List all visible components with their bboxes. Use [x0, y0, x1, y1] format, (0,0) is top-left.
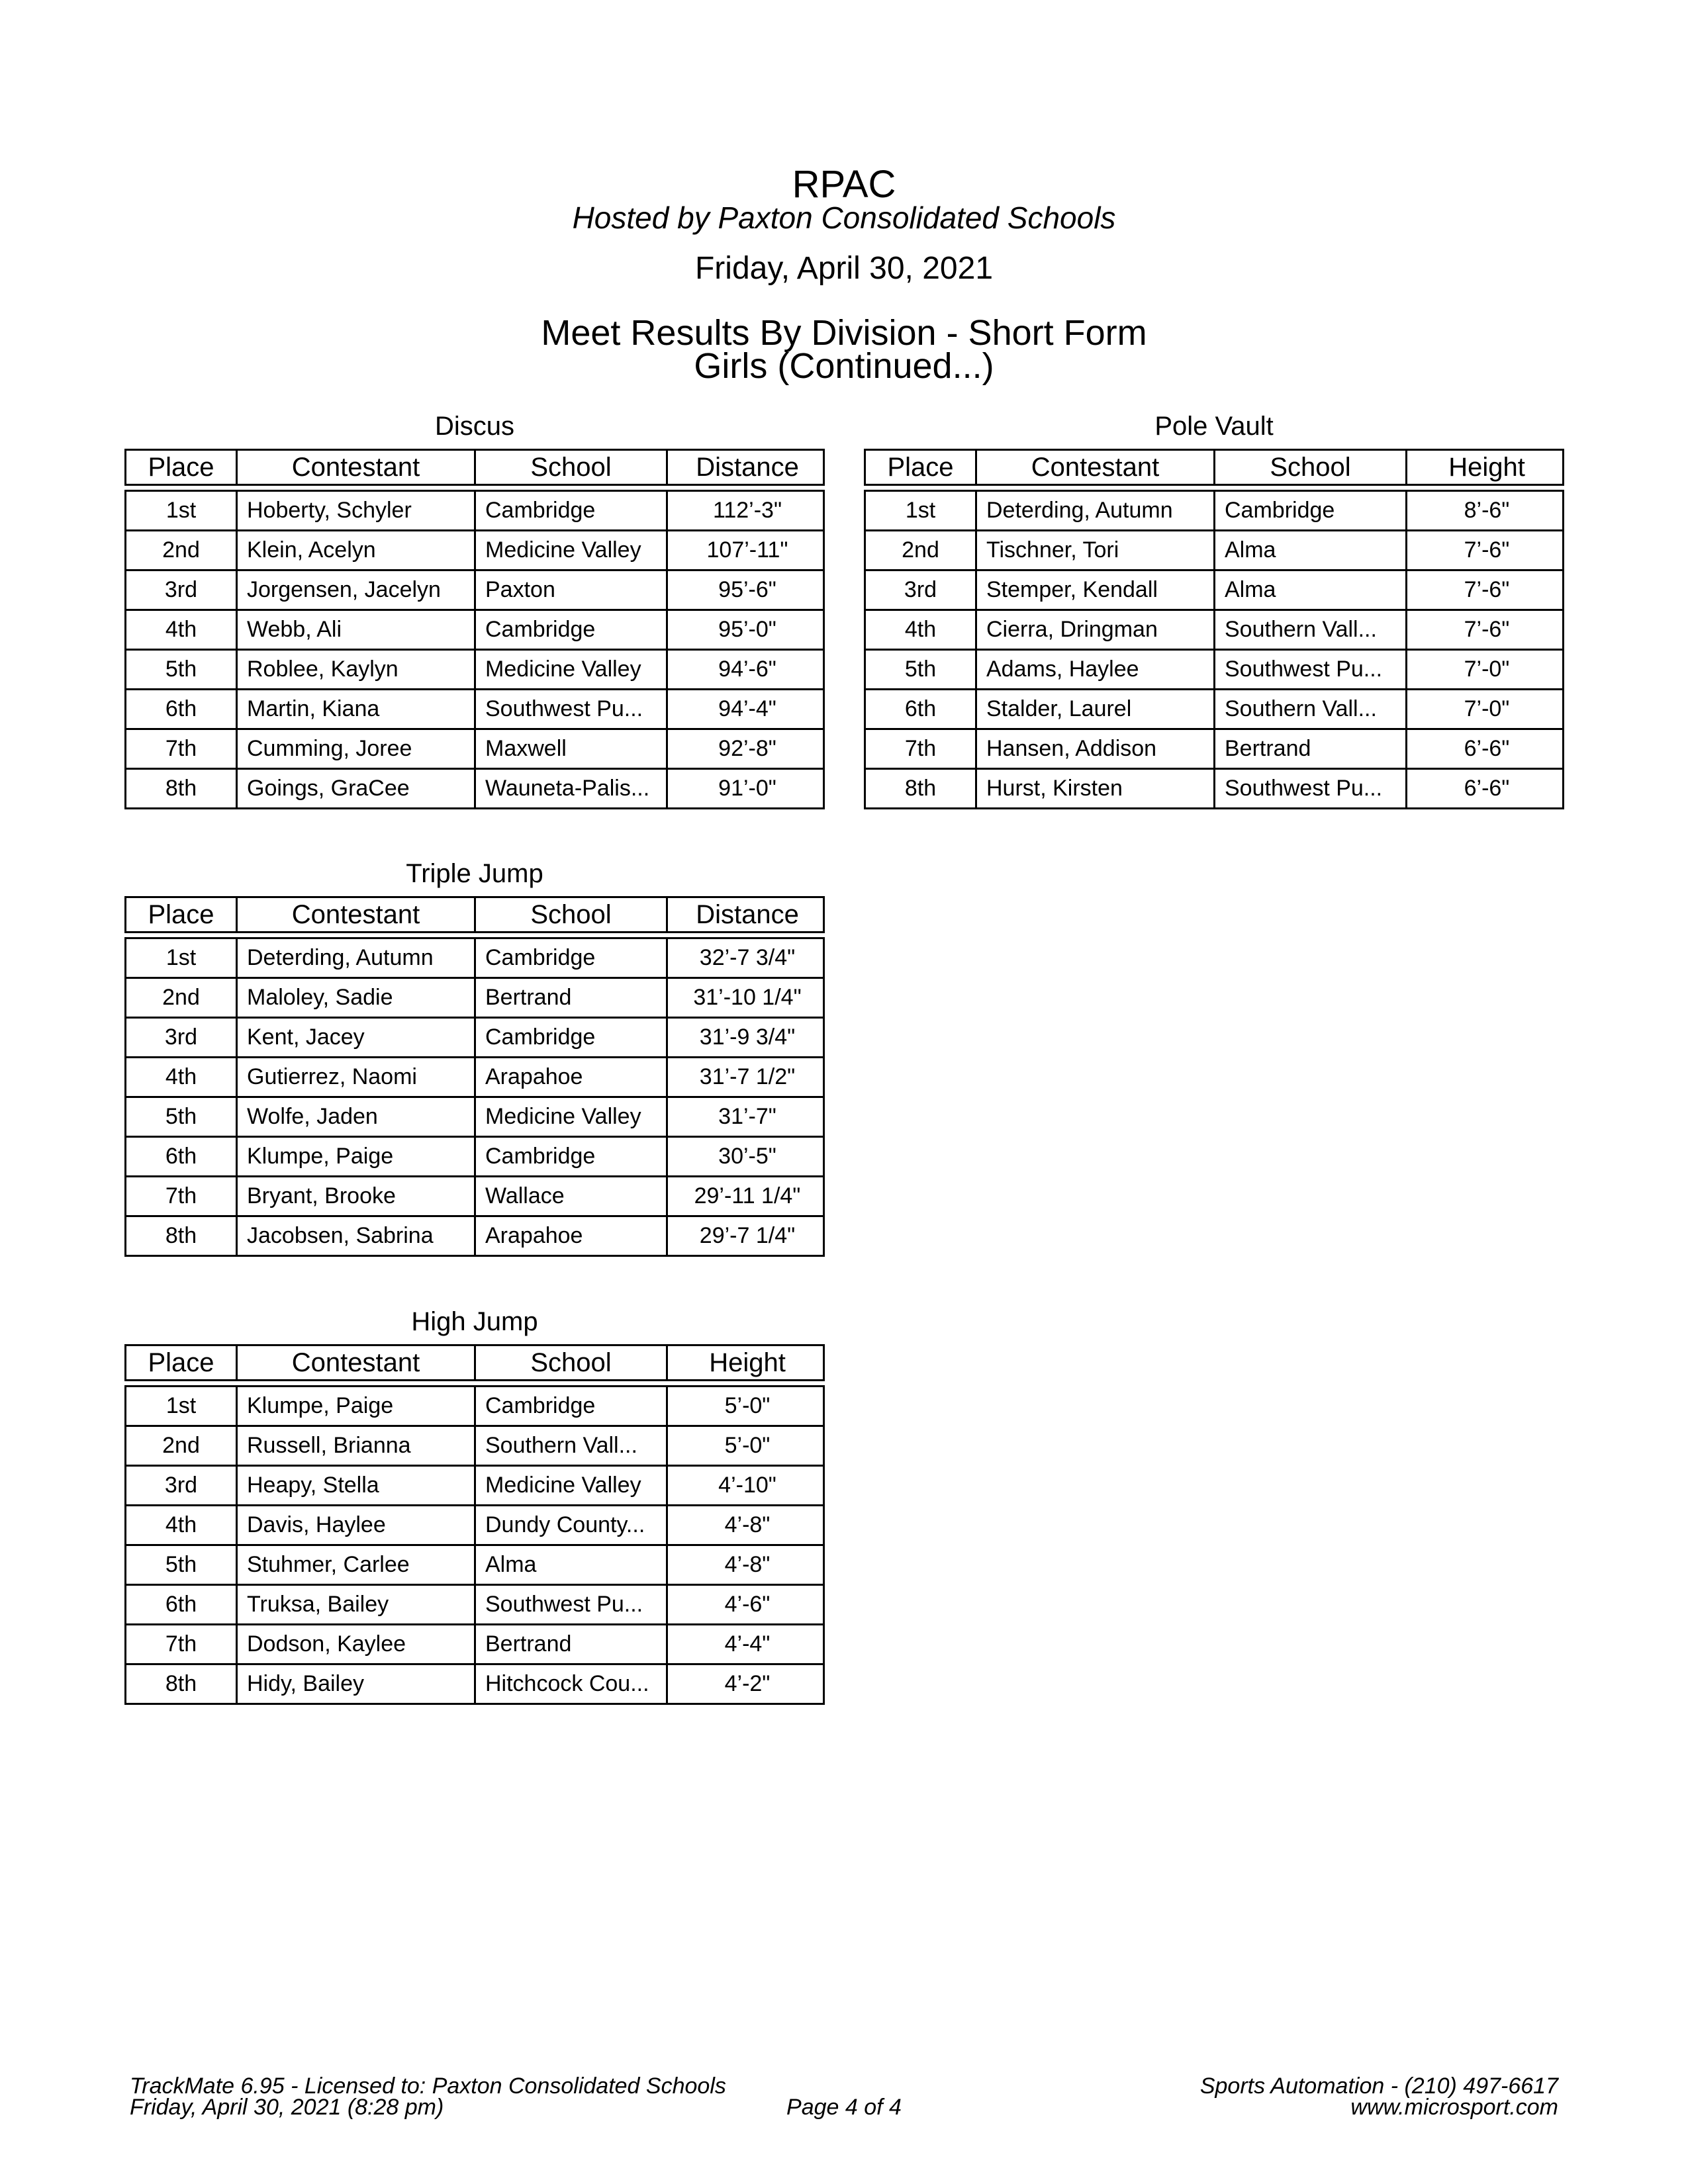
meet-date: Friday, April 30, 2021 — [694, 251, 994, 286]
mark-cell: 29’-7 1/4" — [699, 1223, 796, 1248]
column-header: Contestant — [238, 451, 476, 484]
place-cell: 6th — [866, 690, 977, 728]
place-cell: 5th — [126, 1098, 238, 1136]
mark-cell: 6’-6" — [1464, 776, 1510, 801]
school-cell: Cambridge — [476, 1138, 668, 1175]
contestant-cell: Truksa, Bailey — [238, 1586, 476, 1623]
footer-website: www.microsport.com — [1350, 2095, 1558, 2120]
event-pole-vault — [864, 412, 1564, 809]
mark-cell: 4’-10" — [718, 1473, 776, 1498]
school-cell: Southern Vall... — [1215, 690, 1407, 728]
place-cell: 1st — [126, 939, 238, 977]
table-row — [866, 569, 1562, 609]
mark-cell: 4’-8" — [724, 1552, 771, 1577]
column-header: School — [476, 451, 668, 484]
contestant-cell: Deterding, Autumn — [238, 939, 476, 977]
contestant-cell: Kent, Jacey — [238, 1019, 476, 1056]
contestant-cell: Martin, Kiana — [238, 690, 476, 728]
contestant-cell: Klumpe, Paige — [238, 1387, 476, 1425]
contestant-cell: Stuhmer, Carlee — [238, 1546, 476, 1584]
mark-cell: 32’-7 3/4" — [699, 945, 796, 970]
table-header — [124, 449, 825, 486]
column-header: School — [1215, 451, 1407, 484]
school-cell: Maxwell — [476, 730, 668, 768]
place-cell: 3rd — [126, 1019, 238, 1056]
contestant-cell: Dodson, Kaylee — [238, 1625, 476, 1663]
contestant-cell: Davis, Haylee — [238, 1506, 476, 1544]
place-cell: 4th — [866, 611, 977, 649]
table-body — [864, 490, 1564, 809]
mark-cell: 6’-6" — [1464, 736, 1510, 761]
table-row — [126, 529, 823, 569]
place-cell: 7th — [866, 730, 977, 768]
table-body — [124, 1385, 825, 1705]
column-header: Distance — [696, 453, 799, 482]
table-row — [126, 1623, 823, 1663]
table-body — [124, 937, 825, 1257]
footer-right — [1200, 2075, 1558, 2118]
place-cell: 3rd — [126, 571, 238, 609]
mark-cell: 5’-0" — [724, 1433, 771, 1458]
place-cell: 4th — [126, 1506, 238, 1544]
contestant-cell: Goings, GraCee — [238, 770, 476, 807]
column-header: School — [476, 1346, 668, 1379]
table-row — [866, 490, 1562, 529]
contestant-cell: Jacobsen, Sabrina — [238, 1217, 476, 1255]
footer-printed-date: Friday, April 30, 2021 (8:28 pm) — [130, 2095, 444, 2120]
place-cell: 4th — [126, 1058, 238, 1096]
place-cell: 8th — [126, 770, 238, 807]
event-triple-jump — [124, 859, 825, 1257]
mark-cell: 94’-6" — [718, 657, 776, 682]
contestant-cell: Heapy, Stella — [238, 1467, 476, 1504]
place-cell: 5th — [126, 1546, 238, 1584]
contestant-cell: Maloley, Sadie — [238, 979, 476, 1017]
mark-cell: 91’-0" — [718, 776, 776, 801]
school-cell: Cambridge — [476, 611, 668, 649]
school-cell: Cambridge — [476, 939, 668, 977]
place-cell: 8th — [126, 1665, 238, 1703]
column-header: Contestant — [238, 1346, 476, 1379]
table-row — [126, 1465, 823, 1504]
place-cell: 8th — [126, 1217, 238, 1255]
school-cell: Cambridge — [476, 492, 668, 529]
school-cell: Medicine Valley — [476, 1098, 668, 1136]
mark-cell: 7’-0" — [1464, 657, 1510, 682]
school-cell: Southwest Pu... — [476, 690, 668, 728]
school-cell: Southwest Pu... — [476, 1586, 668, 1623]
division-title: Girls (Continued...) — [694, 346, 994, 386]
school-cell: Arapahoe — [476, 1217, 668, 1255]
mark-cell: 5’-0" — [724, 1393, 771, 1418]
mark-cell: 31’-10 1/4" — [693, 985, 802, 1010]
table-row — [126, 1017, 823, 1056]
meet-title: RPAC — [792, 163, 896, 206]
table-row — [126, 490, 823, 529]
contestant-cell: Stalder, Laurel — [977, 690, 1215, 728]
place-cell: 6th — [126, 1138, 238, 1175]
table-row — [126, 688, 823, 728]
column-header: Place — [866, 451, 977, 484]
table-row — [126, 1425, 823, 1465]
table-row — [126, 1175, 823, 1215]
footer-software: TrackMate 6.95 - Licensed to: Paxton Consolidated Schools — [130, 2073, 726, 2099]
table-row — [126, 937, 823, 977]
place-cell: 1st — [126, 492, 238, 529]
table-row — [866, 649, 1562, 688]
place-cell: 2nd — [126, 979, 238, 1017]
table-row — [126, 649, 823, 688]
place-cell: 6th — [126, 690, 238, 728]
mark-cell: 30’-5" — [718, 1144, 776, 1169]
place-cell: 6th — [126, 1586, 238, 1623]
table-row — [866, 529, 1562, 569]
school-cell: Bertrand — [476, 1625, 668, 1663]
school-cell: Alma — [1215, 571, 1407, 609]
contestant-cell: Hoberty, Schyler — [238, 492, 476, 529]
school-cell: Medicine Valley — [476, 651, 668, 688]
school-cell: Hitchcock Cou... — [476, 1665, 668, 1703]
mark-cell: 4’-8" — [724, 1512, 771, 1537]
contestant-cell: Tischner, Tori — [977, 531, 1215, 569]
contestant-cell: Cumming, Joree — [238, 730, 476, 768]
column-header: Place — [126, 898, 238, 931]
place-cell: 5th — [866, 651, 977, 688]
school-cell: Southwest Pu... — [1215, 770, 1407, 807]
mark-cell: 94’-4" — [718, 696, 776, 721]
table-row — [126, 569, 823, 609]
mark-cell: 31’-9 3/4" — [699, 1024, 796, 1050]
place-cell: 8th — [866, 770, 977, 807]
school-cell: Cambridge — [476, 1019, 668, 1056]
school-cell: Bertrand — [1215, 730, 1407, 768]
contestant-cell: Roblee, Kaylyn — [238, 651, 476, 688]
mark-cell: 7’-6" — [1464, 617, 1510, 642]
school-cell: Southern Vall... — [476, 1427, 668, 1465]
contestant-cell: Adams, Haylee — [977, 651, 1215, 688]
column-header: Height — [709, 1348, 786, 1377]
table-row — [866, 609, 1562, 649]
contestant-cell: Russell, Brianna — [238, 1427, 476, 1465]
event-title: Triple Jump — [406, 859, 543, 888]
event-discus — [124, 412, 825, 809]
contestant-cell: Bryant, Brooke — [238, 1177, 476, 1215]
place-cell: 7th — [126, 730, 238, 768]
mark-cell: 107’-11" — [706, 537, 788, 563]
school-cell: Southwest Pu... — [1215, 651, 1407, 688]
column-header: Distance — [696, 900, 799, 929]
mark-cell: 4’-6" — [724, 1592, 771, 1617]
table-row — [126, 1056, 823, 1096]
table-header — [864, 449, 1564, 486]
event-high-jump — [124, 1307, 825, 1705]
table-row — [126, 1096, 823, 1136]
contestant-cell: Hansen, Addison — [977, 730, 1215, 768]
table-header — [124, 896, 825, 933]
school-cell: Alma — [1215, 531, 1407, 569]
place-cell: 3rd — [866, 571, 977, 609]
column-header: Contestant — [238, 898, 476, 931]
table-row — [126, 1215, 823, 1255]
place-cell: 2nd — [126, 1427, 238, 1465]
contestant-cell: Jorgensen, Jacelyn — [238, 571, 476, 609]
place-cell: 7th — [126, 1625, 238, 1663]
column-header: School — [476, 898, 668, 931]
place-cell: 1st — [126, 1387, 238, 1425]
mark-cell: 92’-8" — [718, 736, 776, 761]
table-row — [126, 1663, 823, 1703]
contestant-cell: Stemper, Kendall — [977, 571, 1215, 609]
contestant-cell: Wolfe, Jaden — [238, 1098, 476, 1136]
place-cell: 7th — [126, 1177, 238, 1215]
contestant-cell: Deterding, Autumn — [977, 492, 1215, 529]
event-title: High Jump — [411, 1307, 538, 1336]
contestant-cell: Gutierrez, Naomi — [238, 1058, 476, 1096]
table-row — [866, 728, 1562, 768]
school-cell: Medicine Valley — [476, 531, 668, 569]
table-row — [126, 728, 823, 768]
place-cell: 5th — [126, 651, 238, 688]
event-title: Pole Vault — [1154, 412, 1274, 441]
table-row — [126, 1385, 823, 1425]
school-cell: Medicine Valley — [476, 1467, 668, 1504]
table-row — [126, 768, 823, 807]
school-cell: Paxton — [476, 571, 668, 609]
school-cell: Bertrand — [476, 979, 668, 1017]
table-row — [126, 609, 823, 649]
place-cell: 4th — [126, 611, 238, 649]
table-row — [866, 768, 1562, 807]
mark-cell: 7’-0" — [1464, 696, 1510, 721]
column-header: Place — [126, 451, 238, 484]
contestant-cell: Klumpe, Paige — [238, 1138, 476, 1175]
report-title: Meet Results By Division - Short Form — [541, 313, 1147, 353]
school-cell: Dundy County... — [476, 1506, 668, 1544]
mark-cell: 7’-6" — [1464, 577, 1510, 602]
mark-cell: 4’-2" — [724, 1671, 771, 1696]
table-row — [126, 977, 823, 1017]
school-cell: Wallace — [476, 1177, 668, 1215]
school-cell: Cambridge — [476, 1387, 668, 1425]
table-body — [124, 490, 825, 809]
school-cell: Alma — [476, 1546, 668, 1584]
contestant-cell: Hidy, Bailey — [238, 1665, 476, 1703]
footer-vendor: Sports Automation - (210) 497-6617 — [1199, 2073, 1558, 2099]
column-header: Place — [126, 1346, 238, 1379]
place-cell: 1st — [866, 492, 977, 529]
footer-page-number: Page 4 of 4 — [786, 2095, 902, 2120]
table-row — [866, 688, 1562, 728]
table-row — [126, 1136, 823, 1175]
mark-cell: 31’-7 1/2" — [699, 1064, 796, 1089]
mark-cell: 8’-6" — [1464, 498, 1510, 523]
table-row — [126, 1584, 823, 1623]
mark-cell: 95’-6" — [718, 577, 776, 602]
contestant-cell: Webb, Ali — [238, 611, 476, 649]
event-title: Discus — [434, 412, 515, 441]
place-cell: 2nd — [126, 531, 238, 569]
mark-cell: 112’-3" — [712, 498, 782, 523]
school-cell: Cambridge — [1215, 492, 1407, 529]
school-cell: Arapahoe — [476, 1058, 668, 1096]
contestant-cell: Klein, Acelyn — [238, 531, 476, 569]
mark-cell: 4’-4" — [724, 1631, 771, 1657]
meet-host: Hosted by Paxton Consolidated Schools — [572, 201, 1116, 235]
mark-cell: 95’-0" — [718, 617, 776, 642]
table-row — [126, 1504, 823, 1544]
mark-cell: 29’-11 1/4" — [694, 1183, 801, 1208]
contestant-cell: Hurst, Kirsten — [977, 770, 1215, 807]
mark-cell: 7’-6" — [1464, 537, 1510, 563]
column-header: Height — [1448, 453, 1525, 482]
table-header — [124, 1344, 825, 1381]
school-cell: Southern Vall... — [1215, 611, 1407, 649]
place-cell: 3rd — [126, 1467, 238, 1504]
place-cell: 2nd — [866, 531, 977, 569]
school-cell: Wauneta-Palis... — [476, 770, 668, 807]
column-header: Contestant — [977, 451, 1215, 484]
contestant-cell: Cierra, Dringman — [977, 611, 1215, 649]
table-row — [126, 1544, 823, 1584]
mark-cell: 31’-7" — [718, 1104, 776, 1129]
